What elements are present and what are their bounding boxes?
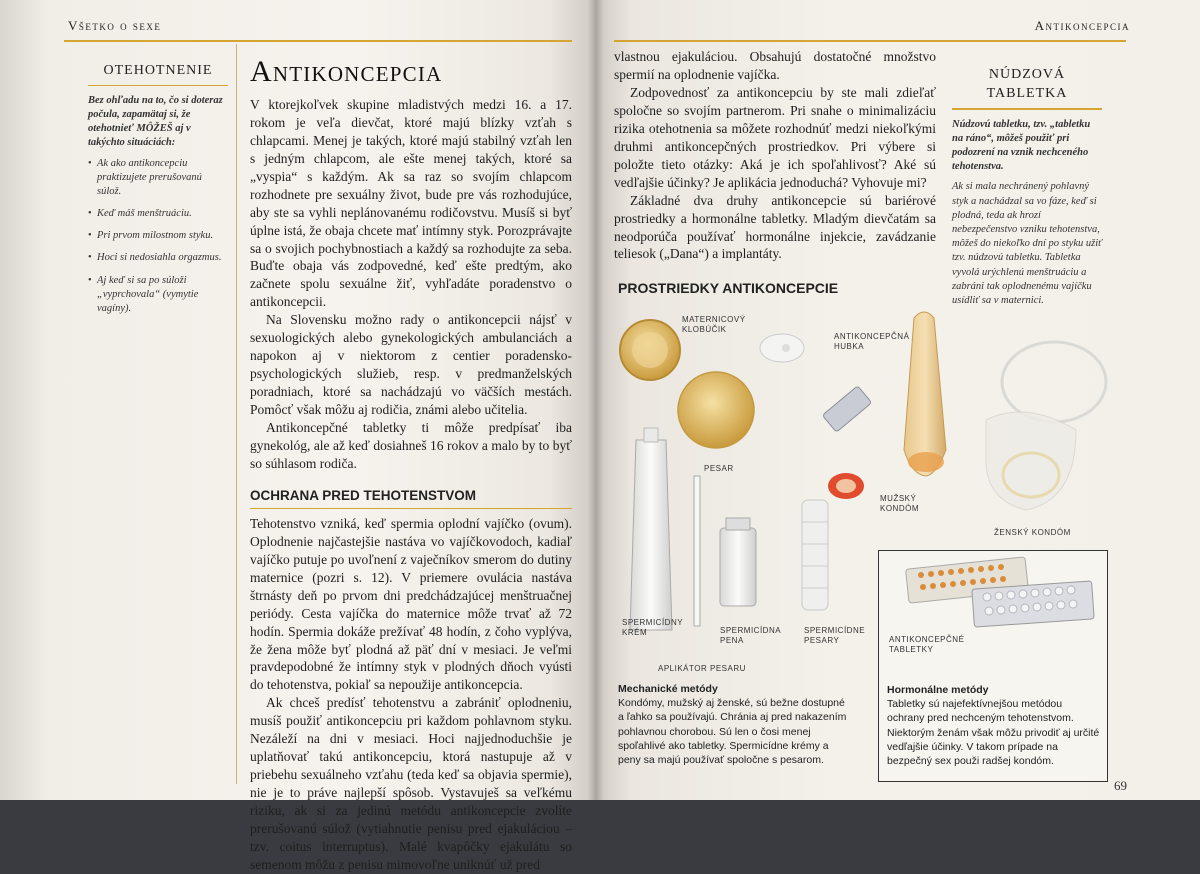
paragraph: Na Slovensku možno rady o antikoncepcii nájsť v sexuologických alebo gynekologických ambulanciách a napokon aj v niektorom z centier poradensko-psychologických služieb, resp. v predmanželských poradniach, ktoré sa nachádzajú vo väčších mestách. Pomôcť však môžu aj rodičia, známi alebo učitelia.	[250, 312, 572, 418]
sidebar-otehotnenie	[88, 62, 228, 324]
sidebar-list	[88, 157, 228, 317]
label-krem: SPERMICÍDNY KRÉM	[622, 618, 683, 638]
label-tabletky: ANTIKONCEPČNÉ TABLETKY	[889, 635, 965, 655]
mechanical-title: Mechanické metódy	[618, 683, 718, 695]
mechanical-text: Kondómy, mužský aj ženské, sú bežne dostupné a ľahko sa používajú. Chránia aj pred nakazením pohlavnou chorobou. Sú len o čosi menej spoľahlivé ako tabletky. Spermicídne krémy a peny sa majú používať spoločne s pesarom.	[618, 697, 847, 766]
book-spine	[588, 0, 604, 800]
main-text-right	[614, 48, 936, 263]
diaphragm-shape	[678, 372, 754, 448]
paragraph: V ktorejkoľvek skupine mladistvých medzi 16. a 17. rokom je veľa dievčat, ktoré majú blízky vzťah s chlapcami. Menej je takých, ktoré majú stabilný vzťah len s jedným chlapcom, ale ešte menej takých, ktoré sa „vyspia“ s každým. Ak sa raz so svojím chlapcom rozhodnete pre sexuálny život, bude pre vás rozhodujúce, aby ste sa vyhli neplánovanému rodičovstvu. Musíš si byť úplne istá, že obaja chcete mať intímny styk. Porozprávajte sa o svojich pochybnostiach a každý sa rozhodujte za seba. Buďte obaja vás zodpovedné, keď ešte predtým, ako začnete spolu sexuálne žiť, vyhľadáte poradenstvo o antikoncepcii.	[250, 96, 572, 310]
label-pena: SPERMICÍDNA PENA	[720, 626, 781, 646]
sidebar-title: OTEHOTNENIE	[88, 62, 228, 86]
male-condom-shape	[904, 312, 946, 476]
running-head-right: Antikoncepcia	[1034, 18, 1130, 33]
section-heading: OCHRANA PRED TEHOTENSTVOM	[250, 487, 572, 509]
header-rule	[64, 40, 572, 42]
column-divider	[236, 44, 237, 784]
list-item: • Keď máš menštruáciu.	[88, 207, 228, 221]
paragraph: Ak chceš predísť tehotenstvu a zabrániť oplodneniu, musíš použiť antikoncepciu pri každom pohlavnom styku. Nezáleží na dni v mesiaci. Hoci najjednoduchšie je uplatňovať takú antikoncepciu, ktorá nastupuje až v priebehu sexuálneho vzťahu (teda keď sa objavia spermie), nie je to práve najlepší spôsob. Vystavuješ sa veľkému riziku, ak si za jedinú metódu antikoncepcie zvolíte prerušovanú súlož (vytiahnutie penisu pred ejakuláciou – tzv. coitus interruptus). Malé kvapôčky ejakulátu so semenom môžu z penisu mimovoľne uniknúť už pred	[250, 695, 572, 872]
label-muzsky-kondom: MUŽSKÝ KONDÓM	[880, 494, 919, 514]
sidebar-title: NÚDZOVÁ TABLETKA	[952, 66, 1102, 110]
hormonal-methods	[887, 683, 1101, 768]
pill-box	[878, 550, 1108, 782]
hormonal-text: Tabletky sú najefektívnejšou metódou ochrany pred nechceným tehotenstvom. Niektorým ženám však môžu privodiť aj určité vedľajšie účinky. V takom prípade na bezpečný sex použi radšej kondóm.	[887, 698, 1100, 767]
label-zensky-kondom: ŽENSKÝ KONDÓM	[994, 528, 1071, 537]
label-pesar: PESAR	[704, 464, 734, 473]
spermicide-cream-shape	[630, 440, 672, 630]
sidebar-intro: Bez ohľadu na to, čo si doteraz počula, zapamätaj si, že otehotnieť MÔŽEŠ aj v takýchto situáciách:	[88, 94, 223, 149]
label-aplikator: APLIKÁTOR PESARU	[658, 664, 746, 673]
spermicide-pessaries-shape	[802, 500, 828, 610]
running-head-left: Všetko o sexe	[68, 18, 162, 33]
header-rule	[614, 40, 1126, 42]
label-pesary: SPERMICÍDNE PESARY	[804, 626, 866, 646]
hormonal-title: Hormonálne metódy	[887, 684, 989, 696]
female-condom-shape	[1002, 342, 1106, 422]
paragraph: vlastnou ejakuláciou. Obsahujú dostatočné množstvo spermií na oplodnenie vajíčka.	[614, 49, 936, 82]
sidebar-text: Ak si mala nechránený pohlavný styk a nachádzal sa vo fáze, keď si plodná, teda ak hrozí nebezpečenstvo vzniku tehotenstva, môžeš do niekoľko dní po styku užiť tzv. núdzovú tabletku. Tabletka vyvolá urýchlenú menštruáciu a zabráni tak oplodnenému vajíčku usídliť sa v maternici.	[952, 181, 1102, 306]
pill-packs-illustration	[899, 559, 1099, 629]
list-item: • Ak ako antikoncepciu praktizujete prerušovanú súlož.	[88, 157, 228, 200]
left-page	[0, 0, 596, 872]
list-item: • Pri prvom milostnom styku.	[88, 229, 228, 243]
paragraph: Tehotenstvo vzniká, keď spermia oplodní vajíčko (ovum). Oplodnenie najčastejšie nastáva vo vajíčkovodoch, kadiaľ vajíčko putuje po uvoľnení z vaječníkov smerom do dutiny maternice (pozri s. 12). V priemere ovulácia nastáva štrnásty deň po prvom dni predchádzajúcej menštruačnej periódy. Cesta vajíčka do maternice môže trvať až 72 hodín. Spermia dokáže prežívať 48 hodín, z čoho vyplýva, že žena môže byť plodná až päť dní v mesiaci. Je veľmi pravdepodobné že intímny styk v plodných dňoch vyústi do tehotenstva, pokiaľ sa nepoužije antikoncepcia.	[250, 515, 572, 693]
page-number: 69	[1114, 778, 1127, 793]
condom-wrapper-shape	[822, 386, 871, 432]
spermicide-foam-shape	[720, 528, 756, 606]
applicator-shape	[694, 476, 700, 626]
mechanical-methods	[618, 682, 848, 767]
paragraph: Zodpovednosť za antikoncepciu by ste mali zdieľať spoločne so svojím partnerom. Pri snahe o minimalizáciu rizika otehotnenia sa môžete rozhodnúť medzi niekoľkými druhmi antikoncepčných prostriedkov. Pri výbere si položte tieto otázky: Aká je ich spoľahlivosť? Aké sú vedľajšie účinky? Je aplikácia jednoduchá? Vyhovuje mi?	[614, 84, 936, 190]
list-item: • Aj keď si sa po súloži „vyprchovala“ (vymytie vagíny).	[88, 274, 228, 317]
sidebar-intro: Núdzovú tabletku, tzv. „tabletku na ráno“, môžeš použiť pri podozrení na vznik nechceného tehotenstva.	[952, 118, 1091, 173]
sidebar-nudzova-tabletka	[952, 66, 1102, 314]
paragraph: Antikoncepčné tabletky ti môže predpísať iba gynekológ, ale až keď dosiahneš 16 rokov a malo by to byť so súhlasom rodiča.	[250, 420, 572, 471]
label-hubka: ANTIKONCEPČNÁ HUBKA	[834, 332, 910, 352]
paragraph: Základné dva druhy antikoncepcie sú bariérové prostriedky a hormonálne tabletky. Mladým dievčatám sa neodporúča používať hormonálne injekcie, zavádzanie teliesok („Dana“) a implantáty.	[614, 192, 936, 262]
main-text-left	[250, 52, 572, 874]
figure-heading: PROSTRIEDKY ANTIKONCEPCIE	[618, 280, 839, 296]
label-klobucik: MATERNICOVÝ KLOBÚČIK	[682, 315, 746, 335]
list-item: • Hoci si nedosiahla orgazmus.	[88, 251, 228, 265]
right-page	[596, 0, 1200, 800]
page-title: Antikoncepcia	[250, 55, 443, 88]
